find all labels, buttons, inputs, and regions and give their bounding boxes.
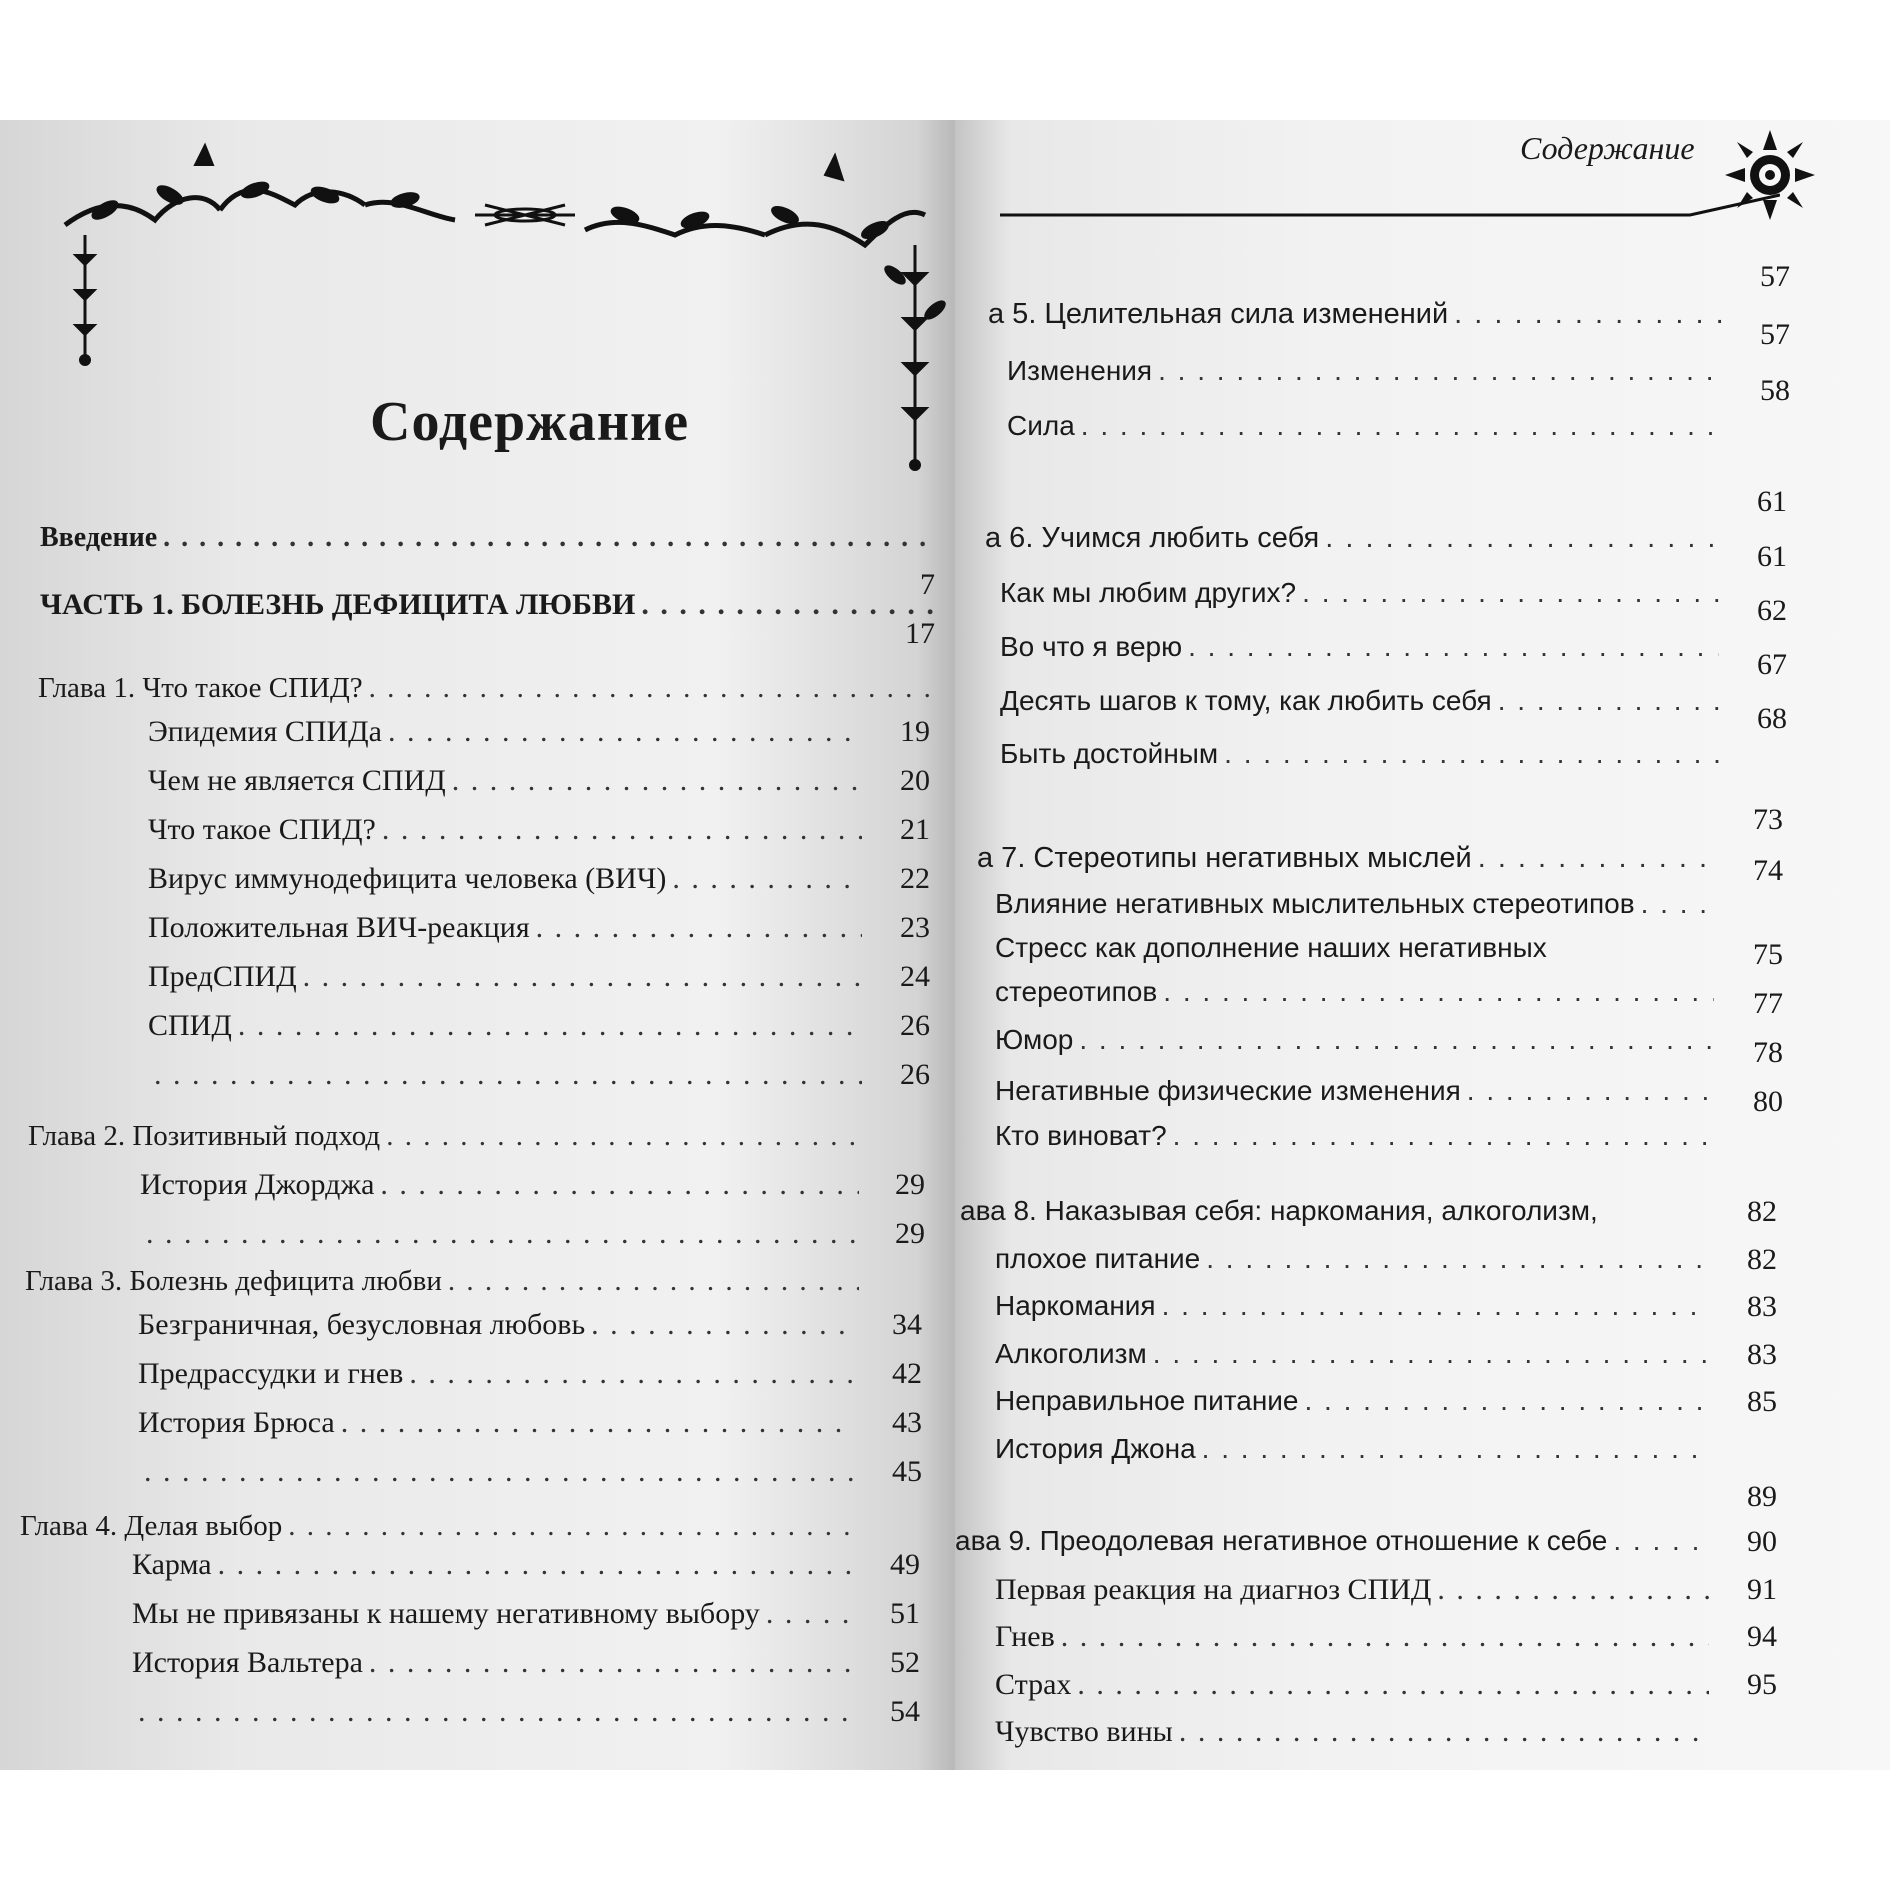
toc-page-number: 83 (1747, 1290, 1777, 1323)
toc-chapter-label: а 6. Учимся любить себя (985, 522, 1320, 554)
leader-dots (1163, 976, 1714, 1008)
toc-section-label: Чем не является СПИД (148, 764, 446, 797)
toc-page-number: 42 (892, 1357, 922, 1390)
toc-page-number: 54 (890, 1695, 920, 1728)
leader-only (132, 1695, 857, 1729)
toc-chapter-label: Глава 2. Позитивный подход (28, 1120, 381, 1152)
toc-page-number: 94 (1747, 1620, 1777, 1653)
leader-dots (1305, 1385, 1710, 1417)
toc-section-label: Быть достойным (1000, 738, 1219, 769)
toc-page-number: 43 (892, 1406, 922, 1439)
leader-dots (591, 1308, 854, 1342)
toc-chapter-2[interactable] (28, 1120, 868, 1153)
toc-page-number: 57 (1760, 260, 1790, 293)
toc-section-label: СПИД (148, 1009, 232, 1042)
toc-page-number: 51 (890, 1597, 920, 1630)
toc-section[interactable] (148, 715, 868, 749)
toc-section-label: Юмор (995, 1024, 1074, 1055)
leader-dots (1437, 1573, 1709, 1607)
toc-section-label: История Вальтера (132, 1646, 363, 1679)
toc-section[interactable] (148, 1009, 868, 1043)
toc-section-label: Первая реакция на диагноз СПИД (995, 1573, 1432, 1606)
leader-dots (388, 715, 862, 749)
toc-page-number: 77 (1753, 987, 1783, 1020)
toc-section-label: Негативные физические изменения (995, 1075, 1461, 1106)
toc-chapter-8[interactable] (960, 1195, 1685, 1227)
toc-chapter-label: Глава 4. Делая выбор (20, 1510, 283, 1542)
toc-page-number: 26 (900, 1009, 930, 1042)
toc-section[interactable] (1000, 685, 1725, 717)
toc-section[interactable] (1000, 738, 1725, 770)
toc-section-label: Десять шагов к тому, как любить себя (1000, 685, 1492, 716)
toc-section-label: История Джорджа (140, 1168, 375, 1201)
toc-section-label: плохое питание (995, 1243, 1201, 1274)
leader-dots (1153, 1338, 1709, 1370)
toc-section[interactable] (995, 1024, 1720, 1056)
leader-dots (536, 911, 862, 945)
leader-dots (1478, 842, 1716, 875)
toc-page-number: 58 (1760, 374, 1790, 407)
right-page (955, 120, 1890, 1770)
toc-section[interactable] (138, 1308, 860, 1342)
toc-section[interactable] (995, 1668, 1715, 1702)
toc-page-number: 91 (1747, 1573, 1777, 1606)
toc-chapter-label: а 5. Целительная сила изменений (988, 298, 1449, 330)
toc-section-label: Наркомания (995, 1290, 1156, 1321)
leader-dots (138, 1695, 851, 1729)
toc-section-label: Страх (995, 1668, 1072, 1701)
leader-dots (1302, 577, 1719, 609)
leader-dots (1206, 1243, 1709, 1275)
toc-intro[interactable] (40, 522, 940, 554)
toc-page-number: 24 (900, 960, 930, 993)
leader-dots (303, 960, 862, 994)
toc-chapter-8-continued[interactable] (995, 1243, 1715, 1275)
toc-page-number: 82 (1747, 1195, 1777, 1228)
leader-only (140, 1217, 865, 1251)
toc-section-label: Алкоголизм (995, 1338, 1147, 1369)
toc-section-label: Чувство вины (995, 1715, 1173, 1748)
toc-section-label: Гнев (995, 1620, 1055, 1653)
toc-intro-label: Введение (40, 522, 158, 553)
toc-chapter-label: Глава 1. Что такое СПИД? (38, 672, 363, 704)
toc-section[interactable] (1000, 631, 1725, 663)
toc-section[interactable] (995, 932, 1720, 964)
toc-page-number: 80 (1753, 1085, 1783, 1118)
toc-page-number: 34 (892, 1308, 922, 1341)
toc-chapter-9[interactable] (955, 1525, 1715, 1557)
toc-chapter-1[interactable] (38, 672, 938, 705)
leader-dots (1173, 1120, 1714, 1152)
toc-section[interactable] (995, 1290, 1715, 1322)
toc-section-label: ПредСПИД (148, 960, 297, 993)
leader-dots (1224, 738, 1719, 770)
toc-section-label: Вирус иммунодефицита человека (ВИЧ) (148, 862, 667, 895)
toc-page-number: 68 (1757, 702, 1787, 735)
toc-section-continued[interactable] (995, 976, 1720, 1008)
toc-section[interactable] (995, 1433, 1715, 1465)
leader-dots (1079, 1024, 1714, 1056)
toc-page-number: 75 (1753, 938, 1783, 971)
toc-page-number: 95 (1747, 1668, 1777, 1701)
leader-dots (1325, 522, 1719, 555)
leader-dots (386, 1120, 862, 1153)
toc-section[interactable] (995, 1620, 1715, 1654)
toc-page-number: 62 (1757, 594, 1787, 627)
toc-page-number: 85 (1747, 1385, 1777, 1418)
leader-only (148, 1058, 868, 1092)
toc-part-1[interactable] (40, 588, 940, 622)
toc-section[interactable] (1007, 355, 1727, 387)
toc-section-label: Изменения (1007, 355, 1153, 386)
toc-page-number: 67 (1757, 648, 1787, 681)
toc-page-number: 45 (892, 1455, 922, 1488)
leader-only (138, 1455, 860, 1489)
toc-chapter-label: ава 8. Наказывая себя: наркомания, алкоголизм, (960, 1195, 1598, 1226)
toc-chapter-label: ава 9. Преодолевая негативное отношение к себе (955, 1525, 1608, 1556)
toc-section[interactable] (138, 1357, 860, 1391)
toc-section-label: стереотипов (995, 976, 1158, 1007)
leader-dots (163, 522, 933, 554)
toc-page-number: 20 (900, 764, 930, 797)
toc-page-number: 74 (1753, 854, 1783, 887)
header-rule (1000, 190, 1780, 230)
toc-section[interactable] (995, 888, 1720, 920)
toc-section[interactable] (148, 960, 868, 994)
toc-section-label: Предрассудки и гнев (138, 1357, 404, 1390)
leader-dots (1188, 631, 1719, 663)
toc-page-number: 29 (895, 1217, 925, 1250)
leader-dots (288, 1510, 854, 1543)
toc-section-label: Стресс как дополнение наших негативных (995, 932, 1547, 963)
toc-section[interactable] (995, 1573, 1715, 1607)
toc-section-label: Неправильное питание (995, 1385, 1299, 1416)
leader-dots (238, 1009, 862, 1043)
leader-dots (1498, 685, 1719, 717)
leader-dots (1158, 355, 1721, 387)
leader-dots (1179, 1715, 1709, 1749)
leader-dots (1061, 1620, 1709, 1654)
toc-section-label: История Джона (995, 1433, 1196, 1464)
toc-page-number: 82 (1747, 1243, 1777, 1276)
toc-page-number: 78 (1753, 1036, 1783, 1069)
leader-dots (218, 1548, 851, 1582)
toc-page-number: 61 (1757, 540, 1787, 573)
leader-dots (448, 1265, 859, 1298)
leader-dots (341, 1406, 854, 1440)
toc-section-label: Карма (132, 1548, 212, 1581)
toc-page-number: 90 (1747, 1525, 1777, 1558)
toc-chapter-7[interactable] (977, 842, 1722, 875)
toc-page-number: 49 (890, 1548, 920, 1581)
toc-section[interactable] (148, 813, 868, 847)
left-page (0, 120, 955, 1770)
snowflake-ornament-icon (1715, 120, 1825, 230)
toc-page-number: 61 (1757, 485, 1787, 518)
leader-dots (144, 1455, 854, 1489)
toc-chapter-label: а 7. Стереотипы негативных мыслей (977, 842, 1472, 874)
toc-page-number: 57 (1760, 318, 1790, 351)
toc-section[interactable] (995, 1715, 1715, 1749)
toc-page-number: 17 (905, 617, 935, 650)
book-spread (0, 120, 1890, 1770)
toc-page-number: 19 (900, 715, 930, 748)
toc-section[interactable] (132, 1597, 857, 1631)
toc-chapter-3[interactable] (25, 1265, 865, 1298)
leader-dots (1077, 1668, 1709, 1702)
leader-dots (1202, 1433, 1709, 1465)
toc-page-number: 23 (900, 911, 930, 944)
toc-section-label: Как мы любим других? (1000, 577, 1297, 608)
toc-chapter-5[interactable] (988, 298, 1728, 331)
leader-dots (1641, 888, 1714, 920)
toc-page-number: 83 (1747, 1338, 1777, 1371)
toc-section-label: Во что я верю (1000, 631, 1183, 662)
leader-dots (369, 1646, 851, 1680)
toc-section-label: Кто виноват? (995, 1120, 1167, 1151)
toc-page-number: 7 (920, 568, 935, 601)
toc-page-number: 21 (900, 813, 930, 846)
leader-dots (1613, 1525, 1709, 1557)
toc-section[interactable] (995, 1075, 1720, 1107)
toc-section-label: Что такое СПИД? (148, 813, 376, 846)
leader-dots (369, 672, 932, 705)
toc-section[interactable] (132, 1646, 857, 1680)
leader-dots (409, 1357, 854, 1391)
toc-section-label: История Брюса (138, 1406, 335, 1439)
leader-dots (766, 1597, 851, 1631)
toc-part-label: ЧАСТЬ 1. БОЛЕЗНЬ ДЕФИЦИТА ЛЮБВИ (40, 588, 636, 621)
toc-section[interactable] (148, 911, 868, 945)
toc-chapter-6[interactable] (985, 522, 1725, 555)
toc-section[interactable] (1007, 410, 1727, 442)
toc-section[interactable] (995, 1385, 1715, 1417)
toc-page-number: 29 (895, 1168, 925, 1201)
page-title: Содержание (370, 391, 690, 453)
toc-section-label: Безграничная, безусловная любовь (138, 1308, 586, 1341)
running-head: Содержание (1520, 130, 1695, 166)
leader-dots (146, 1217, 859, 1251)
toc-section-label: Сила (1007, 410, 1075, 441)
toc-section-label: Влияние негативных мыслительных стереотипов (995, 888, 1635, 919)
toc-page-number: 73 (1753, 803, 1783, 836)
floral-border-ornament (45, 135, 955, 515)
toc-section[interactable] (148, 764, 868, 798)
toc-chapter-4[interactable] (20, 1510, 860, 1543)
leader-dots (452, 764, 862, 798)
toc-section[interactable] (140, 1168, 865, 1202)
leader-dots (1467, 1075, 1714, 1107)
toc-page-number: 22 (900, 862, 930, 895)
toc-section[interactable] (148, 862, 868, 896)
toc-page-number: 52 (890, 1646, 920, 1679)
toc-section-label: Положительная ВИЧ-реакция (148, 911, 530, 944)
toc-section[interactable] (138, 1406, 860, 1440)
toc-section[interactable] (1000, 577, 1725, 609)
leader-dots (380, 1168, 859, 1202)
leader-dots (382, 813, 862, 847)
toc-section[interactable] (995, 1120, 1720, 1152)
toc-section[interactable] (132, 1548, 857, 1582)
leader-dots (1081, 410, 1721, 442)
toc-page-number: 26 (900, 1058, 930, 1091)
leader-dots (154, 1058, 862, 1092)
toc-section-label: Мы не привязаны к нашему негативному выбору (132, 1597, 760, 1630)
leader-dots (1454, 298, 1722, 331)
leader-dots (1162, 1290, 1709, 1322)
toc-section[interactable] (995, 1338, 1715, 1370)
toc-page-number: 89 (1747, 1480, 1777, 1513)
toc-section-label: Эпидемия СПИДа (148, 715, 382, 748)
leader-dots (672, 862, 862, 896)
toc-chapter-label: Глава 3. Болезнь дефицита любви (25, 1265, 442, 1297)
